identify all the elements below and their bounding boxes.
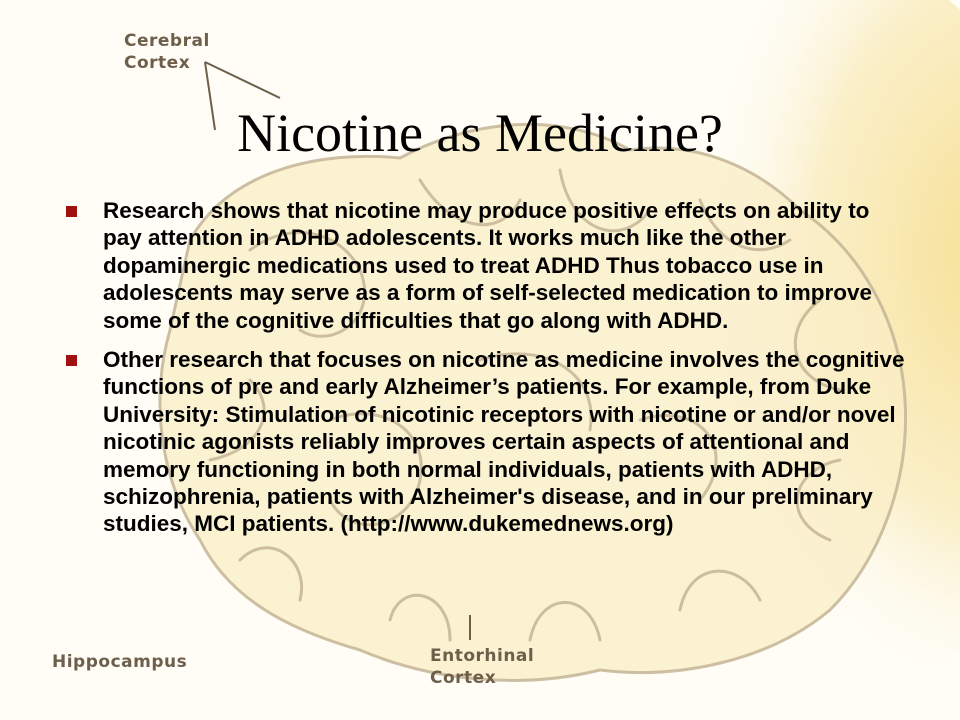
cortex-word: Cortex	[124, 53, 191, 73]
entorhinal-cortex-label	[430, 645, 534, 689]
entorhinal-word: Entorhinal	[430, 646, 535, 666]
slide-title: Nicotine as Medicine?	[237, 103, 723, 163]
cerebral-cortex-label	[124, 30, 210, 74]
bullet-item	[66, 197, 906, 334]
hippocampus-label: Hippocampus	[52, 652, 188, 672]
cerebral-word: Cerebral	[124, 31, 210, 51]
bullet-text: Other research that focuses on nicotine as medicine involves the cognitive functions of pre and early Alzheimer’s patients. For example, from Duke University: Stimulation of nicotinic receptors with nicotine or and/or novel nicotinic agonists reliably improves certain aspects of attentional and memory functioning in both normal individuals, patients with ADHD, schizophrenia, patients with Alzheimer's disease, and in our preliminary studies, MCI patients. (http://www.dukemednews.org)	[103, 347, 905, 537]
square-bullet-icon	[66, 355, 77, 366]
square-bullet-icon	[66, 206, 77, 217]
entorhinal-cortex-word: Cortex	[430, 668, 497, 688]
bullet-item	[66, 346, 906, 538]
bullet-list	[66, 197, 906, 550]
bullet-text: Research shows that nicotine may produce positive effects on ability to pay attention in ADHD adolescents. It works much like the other dopaminergic medications used to treat ADHD Thus tobacco use in adolescents may serve as a form of self-selected medication to improve some of the cognitive difficulties that go along with ADHD.	[103, 198, 873, 333]
